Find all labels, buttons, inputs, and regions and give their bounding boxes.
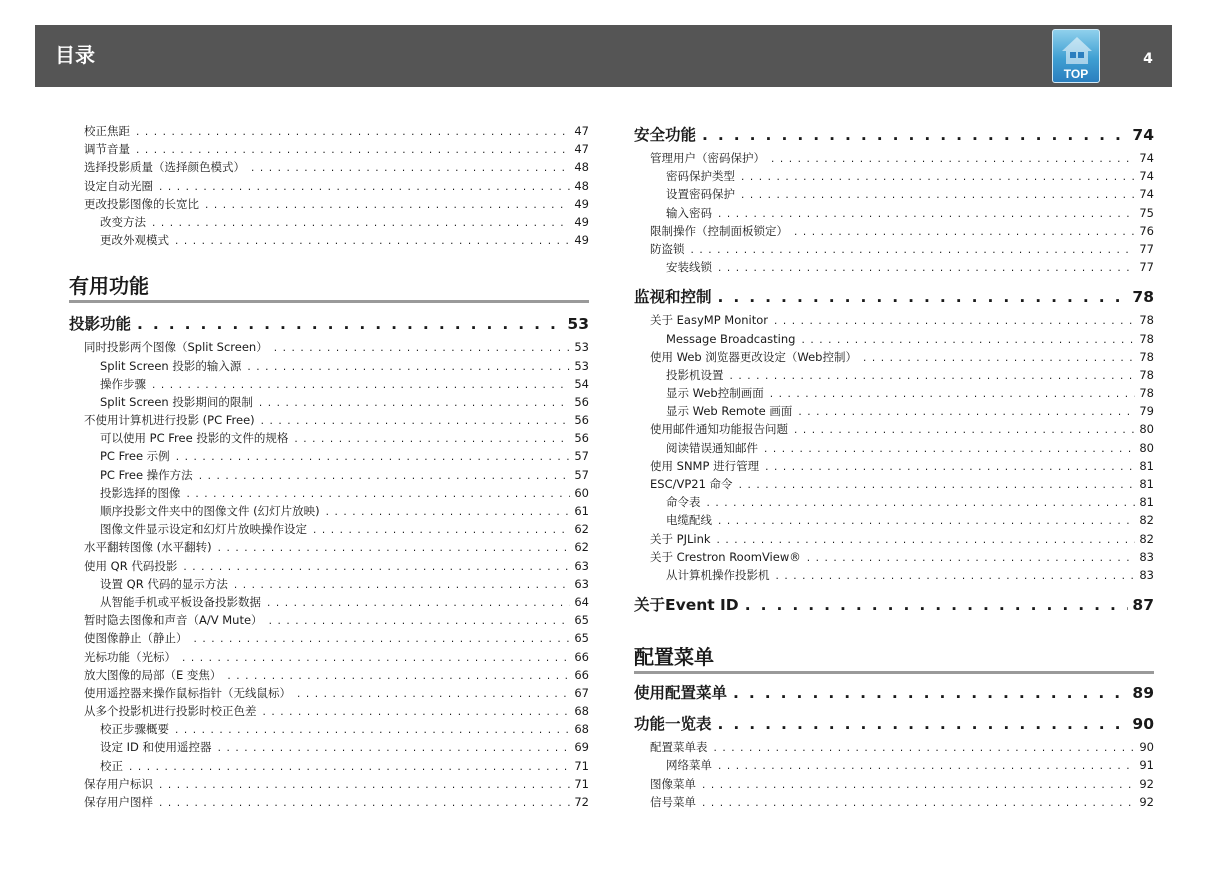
toc-page-number: 61 (574, 504, 589, 518)
dot-leader (269, 612, 571, 630)
toc-page-number: 53 (567, 315, 589, 334)
home-icon (1060, 35, 1094, 65)
toc-entry[interactable] (634, 457, 1154, 475)
toc-entry-label: 监视和控制 (634, 288, 712, 307)
toc-page-number: 53 (574, 340, 589, 355)
dot-leader (863, 349, 1135, 367)
toc-group-heading[interactable] (634, 680, 1154, 707)
toc-page-number: 74 (1139, 187, 1154, 202)
dot-leader (702, 794, 1135, 812)
toc-entry-label: 从多个投影机进行投影时校正色差 (84, 704, 257, 719)
toc-entry[interactable] (634, 222, 1154, 240)
toc-entry[interactable] (84, 231, 589, 249)
toc-entry[interactable] (634, 439, 1154, 457)
toc-page-number: 68 (574, 704, 589, 719)
toc-group-heading[interactable] (69, 311, 589, 338)
toc-page-number: 65 (574, 613, 589, 628)
toc-entry-label: 水平翻转图像 (水平翻转) (84, 540, 212, 555)
toc-entry[interactable] (84, 177, 589, 195)
toc-entry[interactable] (634, 366, 1154, 384)
toc-entry[interactable] (84, 375, 589, 393)
toc-group-projection (69, 311, 589, 811)
toc-group-heading[interactable] (634, 592, 1154, 619)
toc-page-number: 83 (1139, 567, 1154, 582)
toc-entry[interactable] (634, 530, 1154, 548)
toc-page-number: 82 (1139, 513, 1154, 528)
toc-entry-label: 顺序投影文件夹中的图像文件 (幻灯片放映) (100, 504, 320, 518)
dot-leader (263, 703, 571, 721)
toc-page-number: 75 (1139, 205, 1154, 220)
dot-leader (261, 412, 571, 430)
toc-entry-label: 使用配置菜单 (634, 684, 728, 703)
top-button[interactable] (1052, 29, 1100, 83)
toc-page-number: 57 (574, 467, 589, 482)
toc-entry[interactable] (634, 311, 1154, 329)
dot-leader (183, 558, 570, 576)
toc-entry[interactable] (84, 720, 589, 738)
dot-leader (717, 531, 1136, 549)
toc-page-number: 87 (1132, 596, 1154, 615)
toc-entry-label: 功能一览表 (634, 715, 712, 734)
toc-page-number: 92 (1139, 776, 1154, 791)
toc-page-number: 47 (574, 142, 589, 157)
dot-leader (770, 385, 1136, 403)
toc-entry-label: 关于 Crestron RoomView® (650, 549, 801, 564)
toc-page-number: 48 (574, 160, 589, 175)
toc-group (634, 680, 1154, 707)
dot-leader (294, 430, 570, 448)
toc-page-number: 49 (574, 233, 589, 248)
dot-leader (745, 592, 1129, 619)
section-title-config-menu: 配置菜单 (634, 643, 1154, 674)
toc-entry-label: 使用 Web 浏览器更改设定（Web控制） (650, 349, 857, 364)
toc-right-groups (634, 122, 1154, 619)
toc-entry-label: PC Free 示例 (100, 449, 170, 464)
dot-leader (199, 467, 571, 485)
toc-entry-label: 校正步骤概要 (100, 722, 169, 737)
toc-page-number: 74 (1139, 151, 1154, 165)
toc-entry-label: 选择投影质量（选择颜色模式） (84, 160, 245, 175)
toc-entry-label: 电缆配线 (666, 513, 712, 528)
toc-page-number: 78 (1132, 288, 1154, 307)
toc-group (634, 284, 1154, 584)
toc-page-number: 63 (574, 576, 589, 591)
toc-entry-label: 显示 Web控制画面 (666, 386, 764, 401)
dot-leader (702, 776, 1135, 794)
dot-leader (741, 168, 1135, 186)
toc-entry-label: 同时投影两个图像（Split Screen） (84, 340, 268, 355)
toc-entry-label: 可以使用 PC Free 投影的文件的规格 (100, 431, 289, 446)
top-button-label: TOP (1063, 67, 1089, 81)
toc-page-number: 80 (1139, 440, 1154, 455)
toc-entry-label: 投影选择的图像 (100, 485, 181, 500)
toc-entry-label: 图像菜单 (650, 776, 696, 791)
page-number: 4 (1143, 51, 1153, 67)
toc-entry[interactable] (84, 757, 589, 775)
toc-entry[interactable] (84, 195, 589, 213)
toc-right-column (634, 122, 1154, 811)
dot-leader (774, 312, 1135, 330)
toc-left-column (69, 122, 589, 811)
toc-entry-label: 设置 QR 代码的显示方法 (100, 576, 228, 591)
toc-entry[interactable] (634, 511, 1154, 529)
toc-entry[interactable] (84, 575, 589, 593)
toc-entry-label: 光标功能（光标） (84, 649, 176, 664)
toc-entry-label: 配置菜单表 (650, 740, 708, 755)
dot-leader (718, 711, 1129, 738)
dot-leader (807, 549, 1136, 567)
dot-leader (771, 150, 1135, 168)
dot-leader (297, 685, 570, 703)
dot-leader (733, 680, 1128, 707)
toc-entry-label: 调节音量 (84, 142, 130, 157)
dot-leader (136, 123, 570, 141)
toc-page-number: 56 (574, 431, 589, 446)
dot-leader (182, 649, 570, 667)
toc-page-number: 80 (1139, 422, 1154, 437)
dot-leader (741, 186, 1135, 204)
toc-config-groups (634, 680, 1154, 811)
dot-leader (718, 757, 1135, 775)
dot-leader (159, 776, 570, 794)
toc-page-number: 71 (574, 776, 589, 791)
toc-entry-label: 关于 EasyMP Monitor (650, 313, 768, 328)
toc-entry[interactable] (84, 702, 589, 720)
toc-page-number: 63 (574, 558, 589, 573)
dot-leader (176, 448, 571, 466)
dot-leader (194, 630, 571, 648)
toc-page-number: 65 (574, 631, 589, 646)
toc-entry-label: 输入密码 (666, 205, 712, 220)
toc-entry-label: 设定自动光圈 (84, 178, 153, 193)
toc-page-number: 71 (574, 758, 589, 773)
toc-page-number: 78 (1139, 386, 1154, 401)
toc-entry[interactable] (84, 520, 589, 538)
toc-entry-label: 从计算机操作投影机 (666, 567, 770, 582)
toc-entry-label: 限制操作（控制面板锁定） (650, 223, 788, 238)
dot-leader (218, 539, 571, 557)
toc-page-number: 54 (574, 376, 589, 391)
toc-page-number: 78 (1139, 367, 1154, 382)
toc-entry[interactable] (84, 648, 589, 666)
toc-entry-label: 投影功能 (69, 315, 132, 334)
dot-leader (798, 403, 1135, 421)
toc-entry-label: 保存用户标识 (84, 776, 153, 791)
toc-entry[interactable] (84, 557, 589, 575)
toc-entry[interactable] (84, 158, 589, 176)
toc-entry-label: 校正 (100, 758, 123, 773)
toc-entry-label: Split Screen 投影的输入源 (100, 358, 242, 373)
toc-entry[interactable] (634, 167, 1154, 185)
toc-entry[interactable] (84, 793, 589, 811)
toc-page-number: 76 (1139, 223, 1154, 238)
toc-entry-label: 放大图像的局部（E 变焦） (84, 667, 222, 682)
toc-page-number: 62 (574, 540, 589, 555)
toc-entry[interactable] (84, 122, 589, 140)
toc-entry[interactable] (84, 629, 589, 647)
toc-entry-label: 网络菜单 (666, 758, 712, 773)
toc-entry-label: 投影机设置 (666, 367, 724, 382)
toc-page-number: 72 (574, 795, 589, 809)
toc-page-number: 91 (1139, 758, 1154, 773)
toc-entry[interactable] (84, 684, 589, 702)
page-title: 目录 (55, 43, 95, 67)
toc-entry[interactable] (634, 756, 1154, 774)
dot-leader (718, 259, 1135, 277)
dot-leader (718, 512, 1135, 530)
toc-page-number: 90 (1132, 715, 1154, 734)
toc-entry-label: 图像文件显示设定和幻灯片放映操作设定 (100, 522, 307, 537)
toc-page-number: 89 (1132, 684, 1154, 703)
toc-entry[interactable] (84, 666, 589, 684)
toc-entry[interactable] (634, 240, 1154, 258)
toc-entry[interactable] (84, 140, 589, 158)
toc-entry[interactable] (634, 475, 1154, 493)
dot-leader (730, 367, 1136, 385)
toc-entry-label: 设置密码保护 (666, 187, 735, 202)
dot-leader (259, 394, 571, 412)
toc-page-number: 77 (1139, 241, 1154, 256)
toc-entry-label: 信号菜单 (650, 794, 696, 809)
toc-page-number: 56 (574, 394, 589, 409)
toc-entry[interactable] (84, 484, 589, 502)
toc-page-number: 82 (1139, 531, 1154, 546)
dot-leader (765, 458, 1135, 476)
dot-leader (159, 794, 570, 812)
toc-entry-label: 使用邮件通知功能报告问题 (650, 422, 788, 437)
toc-page-number: 78 (1139, 349, 1154, 364)
dot-leader (175, 721, 570, 739)
dot-leader (247, 358, 570, 376)
toc-page-number: 74 (1132, 126, 1154, 144)
dot-leader (691, 241, 1136, 259)
toc-entry[interactable] (84, 393, 589, 411)
dot-leader (313, 521, 570, 539)
header-bar (35, 25, 1172, 87)
toc-entry[interactable] (634, 258, 1154, 276)
toc-entry-label: 防盗锁 (650, 241, 685, 256)
toc-page-number: 49 (574, 196, 589, 211)
dot-leader (718, 284, 1129, 311)
toc-page-number: 62 (574, 522, 589, 537)
toc-page-number: 77 (1139, 260, 1154, 275)
section-title-useful-features: 有用功能 (69, 272, 589, 303)
toc-entry-label: 使图像静止（静止） (84, 631, 188, 646)
dot-leader (714, 739, 1136, 757)
toc-entry[interactable] (634, 420, 1154, 438)
toc-page-number: 53 (574, 358, 589, 373)
toc-entry[interactable] (634, 185, 1154, 203)
toc-page-number: 81 (1139, 458, 1154, 473)
dot-leader (764, 440, 1135, 458)
toc-entry-label: 设定 ID 和使用遥控器 (100, 740, 212, 755)
toc-entry-label: Message Broadcasting (666, 331, 796, 346)
dot-leader (187, 485, 571, 503)
dot-leader (227, 667, 570, 685)
dot-leader (274, 339, 571, 357)
toc-entry[interactable] (634, 402, 1154, 420)
dot-leader (794, 223, 1135, 241)
toc-entry[interactable] (634, 548, 1154, 566)
toc-entry-label: 更改投影图像的长宽比 (84, 196, 199, 211)
toc-entry-label: 校正焦距 (84, 124, 130, 138)
dot-leader (702, 122, 1128, 149)
toc-entry[interactable] (84, 738, 589, 756)
toc-page-number: 66 (574, 649, 589, 664)
toc-page-number: 92 (1139, 794, 1154, 809)
toc-page-number: 47 (574, 124, 589, 138)
dot-leader (152, 214, 570, 232)
toc-entry-label: 显示 Web Remote 画面 (666, 404, 793, 419)
toc-entry[interactable] (634, 149, 1154, 167)
toc-entry[interactable] (84, 429, 589, 447)
toc-page-number: 64 (574, 594, 589, 609)
toc-entry[interactable] (634, 566, 1154, 584)
dot-leader (218, 739, 571, 757)
toc-entry-label: Split Screen 投影期间的限制 (100, 394, 253, 409)
dot-leader (205, 196, 570, 214)
dot-leader (267, 594, 570, 612)
dot-leader (801, 331, 1135, 349)
toc-page-number: 49 (574, 214, 589, 229)
toc-entry-label: 命令表 (666, 495, 701, 510)
dot-leader (707, 494, 1136, 512)
toc-entry[interactable] (84, 447, 589, 465)
toc-page-number: 48 (574, 178, 589, 193)
toc-top-entries (84, 122, 589, 249)
dot-leader (251, 159, 570, 177)
dot-leader (234, 576, 571, 594)
dot-leader (794, 421, 1135, 439)
dot-leader (136, 141, 570, 159)
toc-page-number: 78 (1139, 313, 1154, 328)
dot-leader (129, 758, 570, 776)
toc-group-heading[interactable] (634, 284, 1154, 311)
toc-entry[interactable] (84, 466, 589, 484)
toc-group-heading[interactable] (634, 711, 1154, 738)
toc-entry-label: 阅读错误通知邮件 (666, 440, 758, 455)
toc-group (634, 711, 1154, 811)
toc-page-number: 57 (574, 449, 589, 464)
dot-leader (137, 311, 563, 338)
dot-leader (718, 205, 1135, 223)
toc-entry-label: 使用遥控器来操作鼠标指针（无线鼠标） (84, 685, 291, 700)
toc-page-number: 56 (574, 413, 589, 428)
toc-entry-label: 更改外观模式 (100, 233, 169, 248)
toc-entry[interactable] (634, 793, 1154, 811)
toc-page-number: 81 (1139, 495, 1154, 510)
toc-group (634, 592, 1154, 619)
toc-entry[interactable] (84, 538, 589, 556)
toc-entry[interactable] (84, 593, 589, 611)
dot-leader (326, 503, 571, 521)
toc-entry[interactable] (634, 330, 1154, 348)
toc-page-number: 68 (574, 722, 589, 737)
toc-entry[interactable] (634, 775, 1154, 793)
toc-entry-label: 使用 SNMP 进行管理 (650, 458, 760, 473)
toc-entry[interactable] (84, 775, 589, 793)
toc-entry-label: 关于 PJLink (650, 531, 711, 546)
toc-entry[interactable] (84, 411, 589, 429)
toc-entry[interactable] (84, 213, 589, 231)
toc-entry-label: 不使用计算机进行投影 (PC Free) (84, 413, 255, 428)
toc-entry[interactable] (634, 384, 1154, 402)
dot-leader (739, 476, 1136, 494)
toc-entry[interactable] (634, 204, 1154, 222)
toc-entry-label: 暂时隐去图像和声音（A/V Mute） (84, 613, 263, 628)
dot-leader (776, 567, 1136, 585)
toc-entry-label: 从智能手机或平板设备投影数据 (100, 594, 261, 609)
toc-page-number: 66 (574, 667, 589, 682)
toc-entry-label: PC Free 操作方法 (100, 467, 193, 482)
toc-entry-label: 安全功能 (634, 126, 697, 144)
toc-entry-label: ESC/VP21 命令 (650, 477, 733, 491)
toc-entry[interactable] (634, 348, 1154, 366)
toc-page-number: 83 (1139, 549, 1154, 564)
toc-page-number: 90 (1139, 740, 1154, 755)
toc-entry-label: 改变方法 (100, 214, 146, 229)
toc-page-number: 78 (1139, 331, 1154, 346)
toc-entry-label: 操作步骤 (100, 376, 146, 391)
toc-page-number: 74 (1139, 169, 1154, 184)
toc-entry-label: 密码保护类型 (666, 169, 735, 184)
toc-entry[interactable] (84, 338, 589, 356)
toc-entry[interactable] (634, 738, 1154, 756)
toc-page-number: 67 (574, 685, 589, 700)
dot-leader (152, 376, 570, 394)
toc-page-number: 81 (1139, 477, 1154, 491)
toc-entry-label: 保存用户图样 (84, 795, 153, 809)
toc-entry[interactable] (84, 611, 589, 629)
dot-leader (159, 178, 570, 196)
toc-page-number: 60 (574, 485, 589, 500)
toc-entry-label: 使用 QR 代码投影 (84, 558, 178, 573)
toc-entry-label: 安装线锁 (666, 260, 712, 275)
toc-entry-label: 关于Event ID (634, 596, 739, 615)
toc-entry-label: 管理用户（密码保护） (650, 151, 765, 165)
toc-entry[interactable] (84, 502, 589, 520)
toc-page-number: 79 (1139, 404, 1154, 419)
dot-leader (175, 232, 570, 250)
toc-entry[interactable] (84, 357, 589, 375)
toc-entry[interactable] (634, 493, 1154, 511)
toc-group (634, 122, 1154, 276)
toc-page-number: 69 (574, 740, 589, 755)
toc-group-heading[interactable] (634, 122, 1154, 149)
